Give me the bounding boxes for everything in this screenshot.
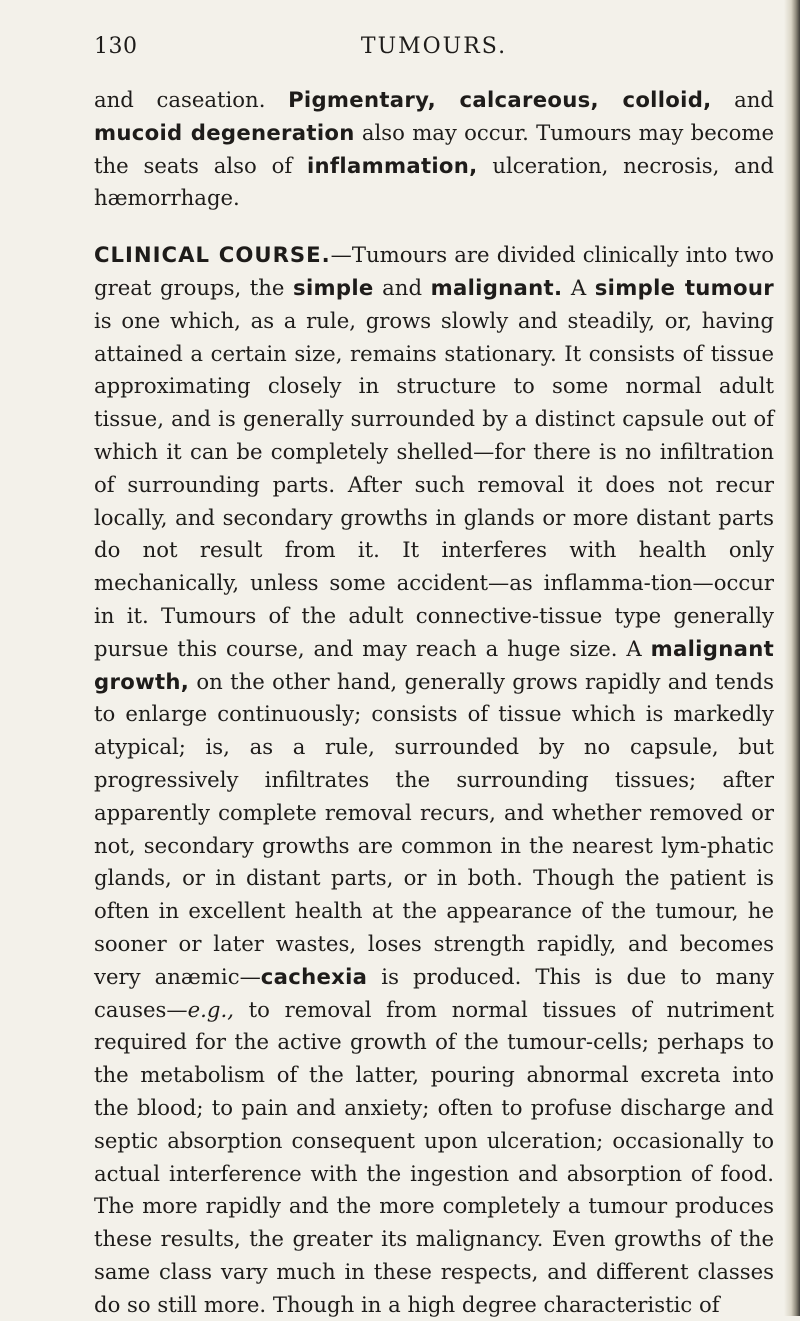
running-head <box>94 34 774 74</box>
paragraph-degeneration: and caseation. Pigmentary, calcareous, colloid, and mucoid degeneration also may occur. Tumours may become the seats also of inflammation, ulceration, necrosis, and hæmorrhage. <box>94 87 774 211</box>
term-simple-tumour: simple tumour <box>594 274 775 300</box>
running-title: TUMOURS. <box>360 34 508 59</box>
body-text <box>94 84 774 1321</box>
term-inflammation: inflammation, <box>306 152 478 178</box>
term-cachexia: cachexia <box>260 963 368 989</box>
abbrev-eg: e.g., <box>187 996 234 1022</box>
term-malignant: malignant. <box>430 274 563 300</box>
term-degenerations: Pigmentary, calcareous, colloid, <box>288 87 712 112</box>
term-simple: simple <box>293 274 374 300</box>
page-edge-shadow <box>784 0 800 1316</box>
section-heading-clinical-course: CLINICAL COURSE. <box>94 242 331 268</box>
paragraph-clinical-course: CLINICAL COURSE.—Tumours are divided clinically into two great groups, the simple and malignant. A simple tumour is one which, as a rule, grows slowly and steadily, or, having attained a certain size, remains stationary. It consists of tissue approximating closely in structure to some normal adult tissue, and is generally surrounded by a distinct capsule out of which it can be completely shelled—for there is no infiltration of surrounding parts. After such removal it does not recur locally, and secondary growths in glands or more distant parts do not result from it. It interferes with health only mechanically, unless some accident—as inflamma-tion—occur in it. Tumours of the adult connective-tissue type generally pursue this course, and may reach a huge size. A malignant growth, on the other hand, generally grows rapidly and tends to enlarge continuously; consists of tissue which is markedly atypical; is, as a rule, surrounded by no capsule, but progressively infiltrates the surrounding tissues; after apparently complete removal recurs, and whether removed or not, secondary growths are common in the nearest lym-phatic glands, or in distant parts, or in both. Though the patient is often in excellent health at the appearance of the tumour, he sooner or later wastes, loses strength rapidly, and becomes very anæmic—cachexia is produced. This is due to many causes—e.g., to removal from normal tissues of nutriment required for the active growth of the tumour-cells; perhaps to the metabolism of the latter, pouring abnormal excreta into the blood; to pain and anxiety; often to profuse discharge and septic absorption consequent upon ulceration; occasionally to actual interference with the ingestion and absorption of food. The more rapidly and the more completely a tumour produces these results, the greater its malignancy. Even growths of the same class vary much in these respects, and different classes do so still more. Though in a high degree characteristic of <box>94 242 775 1317</box>
term-malignant-growth: malignant growth, <box>94 635 774 694</box>
term-mucoid-degeneration: mucoid degeneration <box>94 119 355 145</box>
page-number: 130 <box>94 34 138 59</box>
